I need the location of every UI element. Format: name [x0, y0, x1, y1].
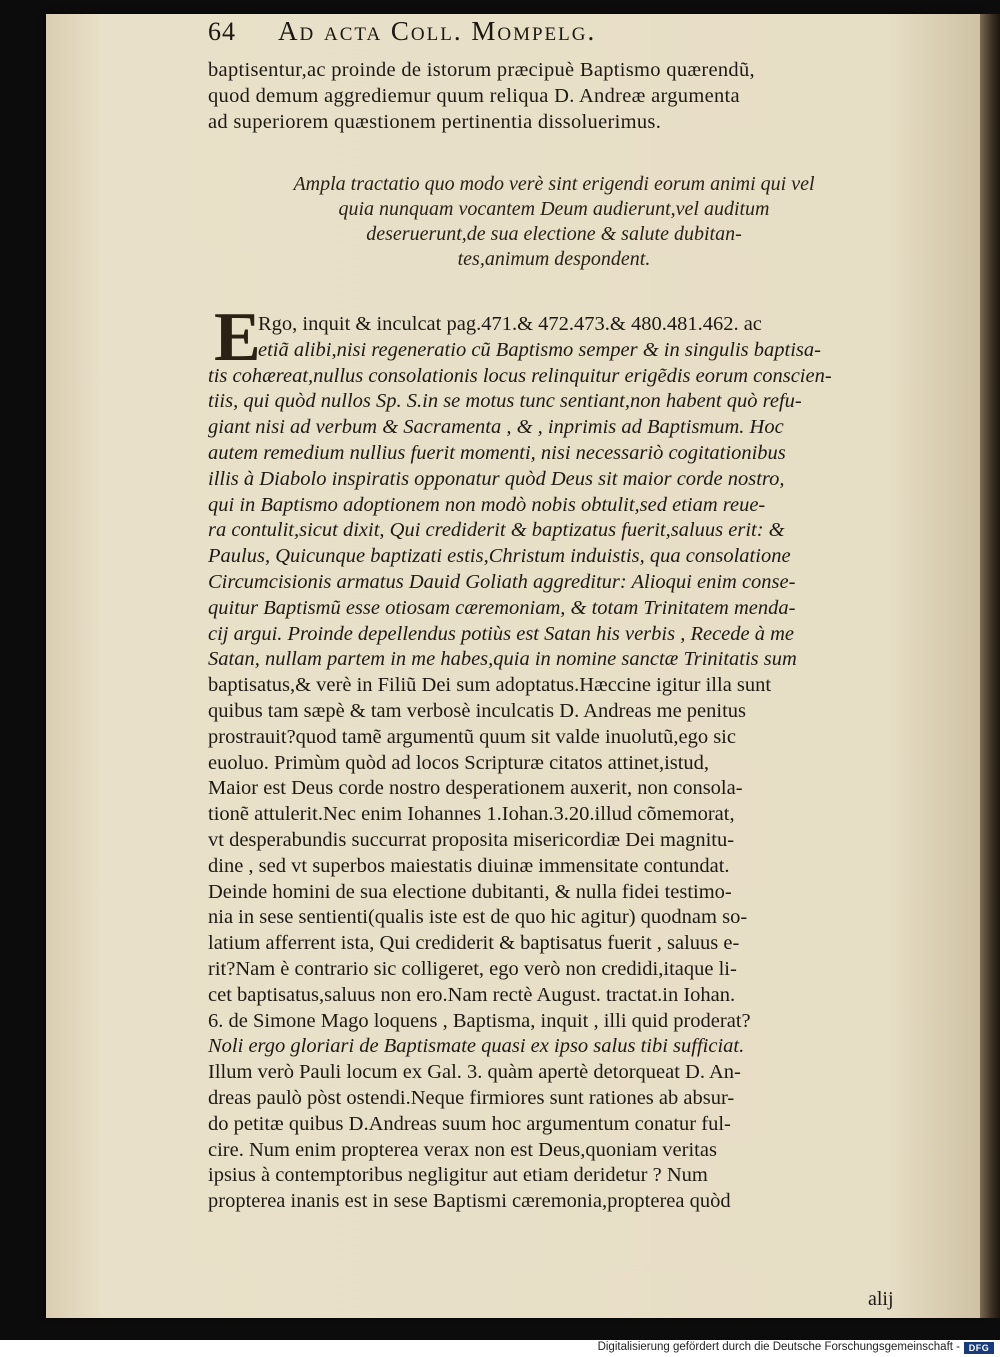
- heading-line: deseruerunt,de sua electione & salute dubitan-: [366, 223, 742, 245]
- text-line: prostrauit?quod tamẽ argumentũ quum sit valde inuolutũ,ego sic: [208, 725, 736, 748]
- text-line: tiis, qui quòd nullos Sp. S.in se motus tunc sentiant,non habent quò refu-: [208, 390, 802, 413]
- body-paragraph: [208, 312, 900, 1215]
- footer-bar: [0, 1340, 1000, 1357]
- text-line: cij argui. Proinde depellendus potiùs est Satan his verbis , Recede à me: [208, 622, 795, 645]
- text-line: ipsius à contemptoribus negligitur aut etiam deridetur ? Num: [208, 1164, 708, 1187]
- text-line: Illum verò Pauli locum ex Gal. 3. quàm apertè detorqueat D. An-: [208, 1061, 741, 1084]
- text-line: qui in Baptismo adoptionem non modò nobis obtulit,sed etiam reue-: [208, 493, 766, 516]
- text-line: dreas paulò pòst ostendi.Neque firmiores sunt rationes ab absur-: [208, 1086, 735, 1109]
- text-line: Maior est Deus corde nostro desperationem auxerit, non consola-: [208, 777, 743, 800]
- text-line: baptisentur,ac proinde de istorum præcipuè Baptismo quærendũ,: [208, 59, 755, 81]
- text-line: ra contulit,sicut dixit, Qui crediderit & baptizatus fuerit,saluus erit: &: [208, 519, 785, 542]
- text-line: Noli ergo gloriari de Baptismate quasi ex ipso salus tibi sufficiat.: [208, 1035, 745, 1058]
- text-line: giant nisi ad verbum & Sacramenta , & , inprimis ad Baptismum. Hoc: [208, 416, 784, 439]
- text-line: tis cohæreat,nullus consolationis locus relinquitur erigẽdis eorum conscien-: [208, 364, 832, 387]
- text-line: Satan, nullam partem in me habes,quia in nomine sanctæ Trinitatis sum: [208, 648, 797, 671]
- text-line: Paulus, Quicunque baptizati estis,Christum induistis, qua consolatione: [208, 545, 791, 568]
- catchword: alij: [868, 1288, 894, 1310]
- section-heading: [208, 172, 900, 272]
- text-line: illis à Diabolo inspiratis opponatur quòd Deus sit maior corde nostro,: [208, 467, 785, 490]
- text-line: tionẽ attulerit.Nec enim Iohannes 1.Iohan.3.20.illud cõmemorat,: [208, 803, 735, 826]
- text-line: Circumcisionis armatus Dauid Goliath aggreditur: Alioqui enim conse-: [208, 570, 796, 593]
- text-line: 6. de Simone Mago loquens , Baptisma, inquit , illi quid proderat?: [208, 1009, 751, 1032]
- text-line: propterea inanis est in sese Baptismi cæremonia,propterea quòd: [208, 1190, 731, 1213]
- page-number: 64: [208, 17, 236, 46]
- heading-line: quia nunquam vocantem Deum audierunt,vel auditum: [338, 198, 770, 220]
- text-line: do petitæ quibus D.Andreas suum hoc argumentum conatur ful-: [208, 1112, 731, 1135]
- drop-cap: E: [214, 299, 261, 376]
- text-line: Rgo, inquit & inculcat pag.471.& 472.473.& 480.481.462. ac: [258, 313, 762, 335]
- text-line: Deinde homini de sua electione dubitanti, & nulla fidei testimo-: [208, 880, 732, 903]
- text-line: cet baptisatus,saluus non ero.Nam rectè August. tractat.in Iohan.: [208, 983, 736, 1006]
- text-line: rit?Nam è contrario sic colligeret, ego verò non credidi,itaque li-: [208, 957, 737, 980]
- text-line: quod demum aggrediemur quum reliqua D. Andreæ argumenta: [208, 84, 740, 107]
- text-line: euoluo. Primùm quòd ad locos Scripturæ citatos attinet,istud,: [208, 751, 710, 774]
- text-line: baptisatus,& verè in Filiũ Dei sum adoptatus.Hæccine igitur illa sunt: [208, 674, 772, 697]
- text-line: quibus tam sæpè & tam verbosè inculcatis D. Andreas me penitus: [208, 699, 747, 722]
- text-line: latium afferrent ista, Qui crediderit & baptisatus fuerit , saluus e-: [208, 932, 740, 955]
- page-header: [160, 16, 810, 47]
- intro-paragraph: [208, 58, 900, 135]
- text-line: dine , sed vt superbos maiestatis diuinæ immensitate contundat.: [208, 854, 730, 877]
- heading-line: Ampla tractatio quo modo verè sint erigendi eorum animi qui vel: [293, 173, 815, 195]
- running-title: Ad acta Coll. Mompelg.: [278, 16, 597, 46]
- text-line: cire. Num enim propterea verax non est Deus,quoniam veritas: [208, 1138, 717, 1161]
- text-line: ad superiorem quæstionem pertinentia dissoluerimus.: [208, 110, 662, 133]
- funding-credit: Digitalisierung gefördert durch die Deutsche Forschungsgemeinschaft -: [597, 1341, 960, 1353]
- page-edge: [980, 14, 1000, 1318]
- text-line: quitur Baptismũ esse otiosam cæremoniam, & totam Trinitatem menda-: [208, 596, 796, 619]
- heading-line: tes,animum despondent.: [457, 248, 651, 270]
- text-line: autem remedium nullius fuerit momenti, nisi necessariò cogitationibus: [208, 441, 786, 464]
- text-line: nia in sese sentienti(qualis iste est de quo hic agitur) quodnam so-: [208, 906, 748, 929]
- dfg-logo: DFG: [964, 1342, 994, 1354]
- text-line: vt desperabundis succurrat proposita misericordiæ Dei magnitu-: [208, 828, 735, 851]
- text-line: etiã alibi,nisi regeneratio cũ Baptismo semper & in singulis baptisa-: [258, 338, 821, 361]
